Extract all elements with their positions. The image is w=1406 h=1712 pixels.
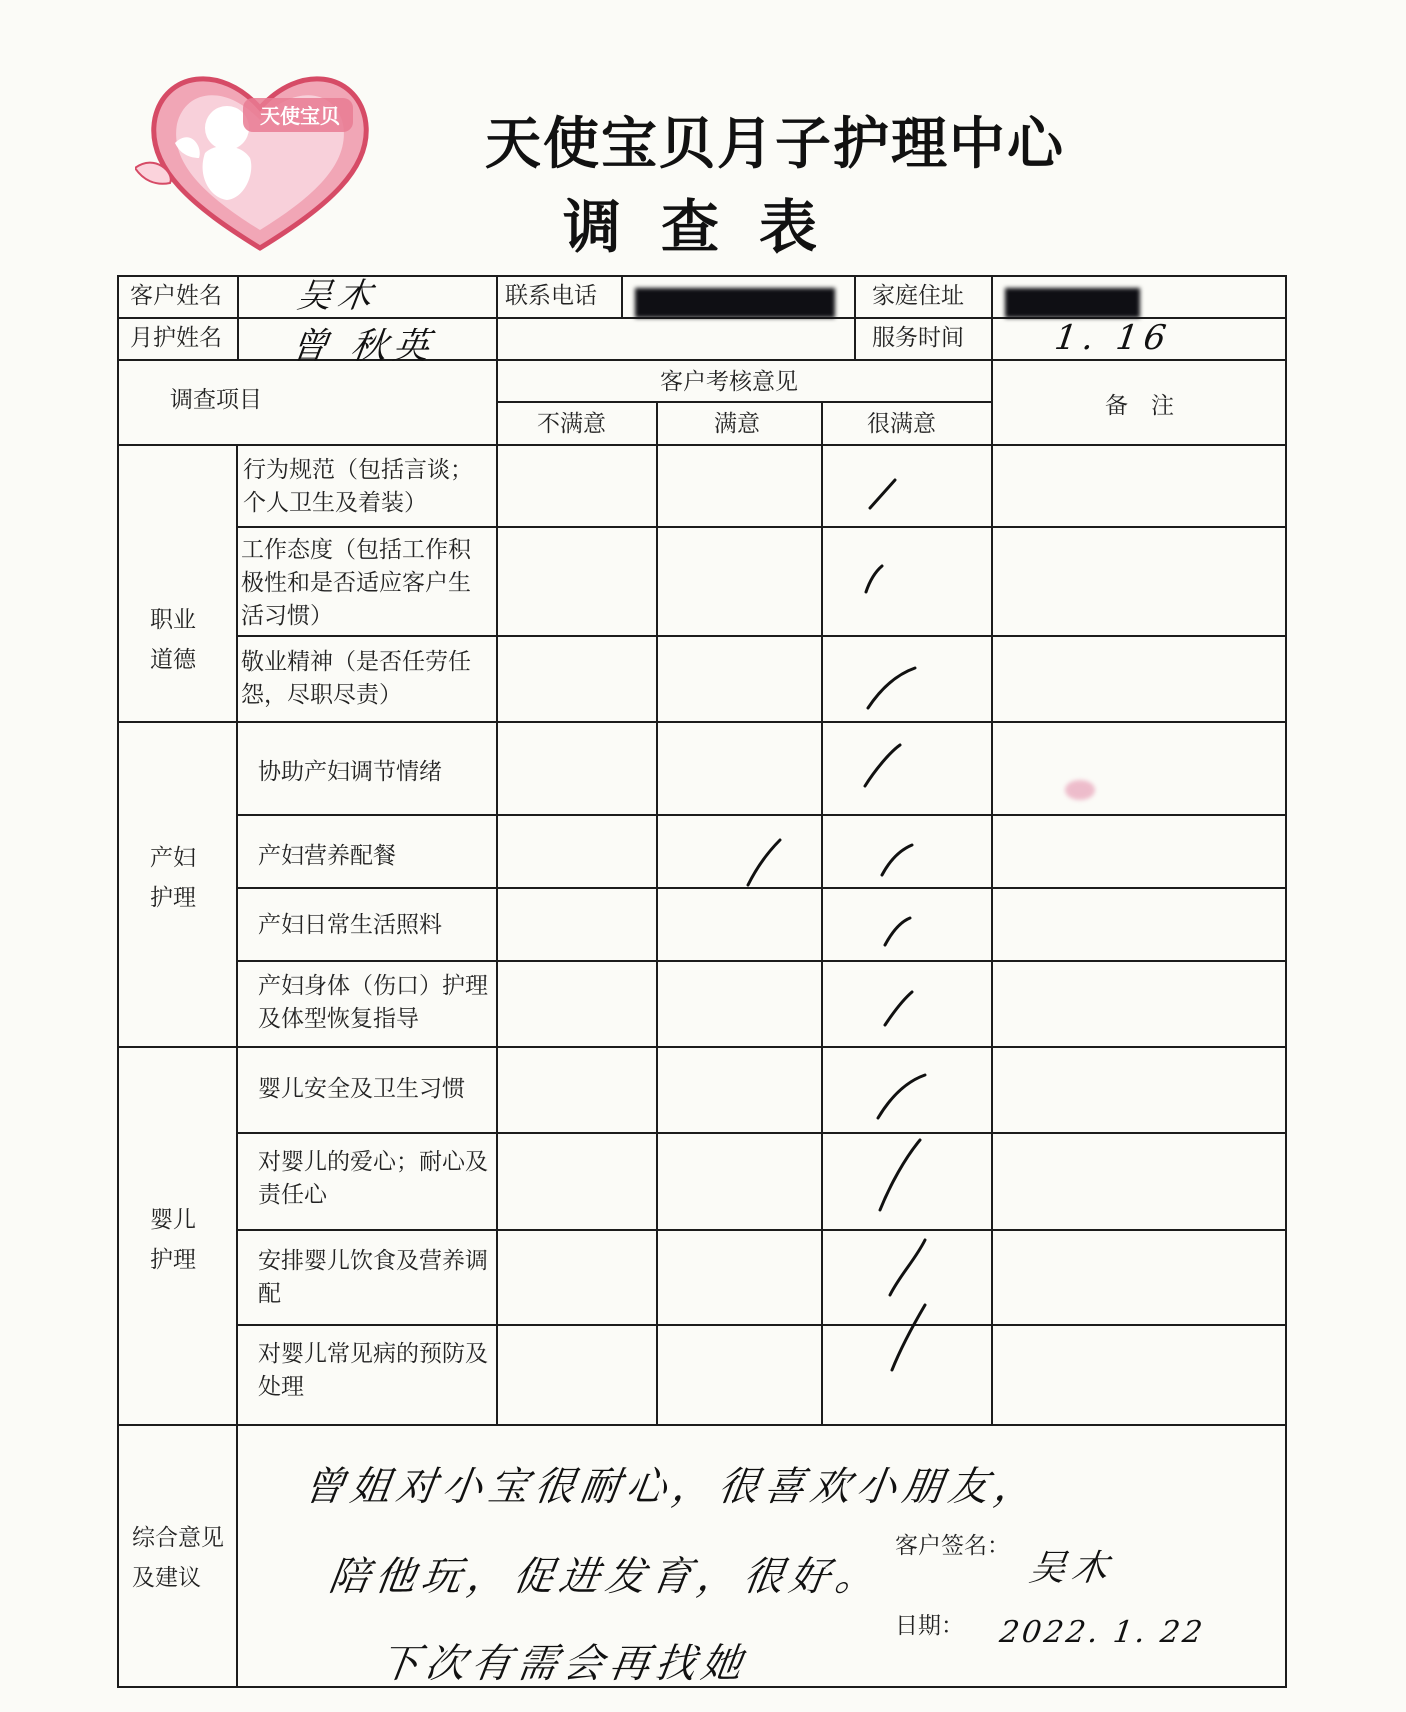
survey-item: 婴儿安全及卫生习惯 [258,1076,465,1102]
comment-line: 曾姐对小宝很耐心，很喜欢小朋友， [301,1464,1044,1510]
check-mark [890,1240,925,1295]
address-label: 家庭住址 [872,283,964,309]
phone-redaction [635,288,835,318]
survey-item: 产妇营养配餐 [258,843,396,869]
signature-value: 吴木 [1026,1548,1117,1589]
address-redaction [1005,288,1140,318]
brand-logo [135,58,385,258]
comment-line: 陪他玩，促进发育，很好。 [326,1554,885,1600]
survey-item: 产妇身体（伤口）护理及体型恢复指导 [258,973,488,1032]
survey-item: 对婴儿的爱心；耐心及责任心 [258,1149,488,1208]
client-name-value: 吴木 [294,276,381,316]
survey-item: 敬业精神（是否任劳任怨，尽职尽责） [241,649,471,708]
check-mark [882,845,912,875]
check-mark [866,566,882,592]
survey-item: 工作态度（包括工作积极性和是否适应客户生活习惯） [241,537,471,629]
nurse-name-value: 曾 秋英 [288,326,438,367]
opinion-header: 客户考核意见 [660,369,798,395]
check-mark [892,1305,925,1370]
ink-stain [1065,780,1095,800]
section-label: 产妇护理 [150,845,196,911]
check-mark [865,745,900,786]
check-mark [878,1075,925,1118]
client-name-label: 客户姓名 [130,283,222,309]
page-title: 天使宝贝月子护理中心 [485,112,1065,177]
service-time-label: 服务时间 [872,325,964,351]
service-time-value: 1. 16 [1052,318,1175,358]
page-subtitle: 调查表 [562,193,857,261]
check-mark [748,840,780,885]
survey-item: 协助产妇调节情绪 [258,759,442,785]
col-very-satisfied: 很满意 [867,411,936,437]
summary-label: 综合意见及建议 [132,1525,224,1591]
date-value: 2022. 1. 22 [997,1615,1208,1650]
remark-header: 备 注 [1105,393,1174,419]
date-label: 日期： [895,1613,964,1639]
check-mark [870,480,895,508]
phone-label: 联系电话 [505,283,597,309]
survey-item: 行为规范（包括言谈；个人卫生及着装） [243,457,473,516]
nurse-name-label: 月护姓名 [130,325,222,351]
col-unsatisfied: 不满意 [537,411,606,437]
survey-item-header: 调查项目 [170,387,262,413]
section-label: 职业道德 [150,607,196,673]
check-mark [880,1140,920,1210]
check-mark [885,992,912,1025]
survey-item: 对婴儿常见病的预防及处理 [258,1341,488,1400]
signature-label: 客户签名： [895,1533,1010,1559]
check-mark [885,918,910,945]
survey-item: 安排婴儿饮食及营养调配 [258,1248,488,1307]
check-mark [868,668,915,708]
section-label: 婴儿护理 [150,1207,196,1273]
logo-text: 天使宝贝 [260,104,340,128]
survey-item: 产妇日常生活照料 [258,912,442,938]
col-satisfied: 满意 [714,411,760,437]
comment-line: 下次有需会再找她 [376,1641,751,1687]
